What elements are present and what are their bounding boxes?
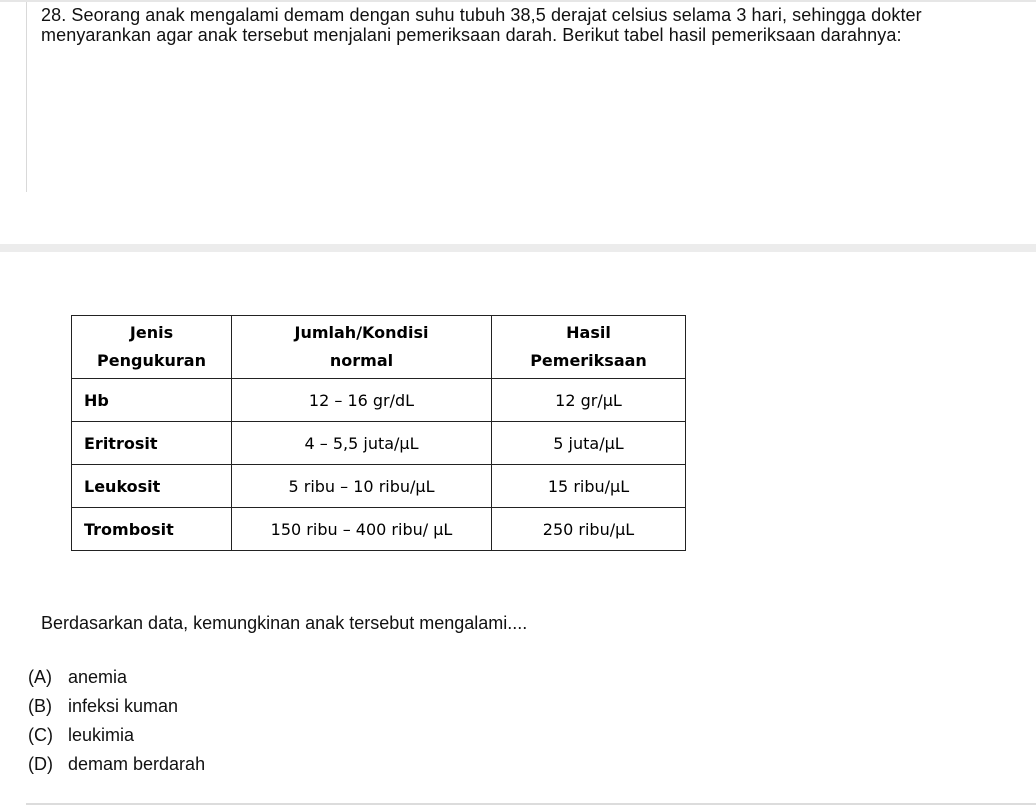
option-letter: (D) — [28, 754, 53, 774]
answer-options — [28, 663, 205, 779]
cell-hasil: 15 ribu/μL — [492, 465, 686, 508]
option-text: anemia — [68, 667, 128, 687]
section-separator — [0, 244, 1036, 252]
option-text: leukimia — [68, 725, 135, 745]
cell-normal: 150 ribu – 400 ribu/ μL — [232, 508, 492, 551]
header-hasil: Hasil Pemeriksaan — [492, 316, 686, 379]
option-letter: (A) — [28, 667, 52, 687]
header-jenis: Jenis Pengukuran — [72, 316, 232, 379]
cell-hasil: 12 gr/μL — [492, 379, 686, 422]
table-row — [72, 422, 686, 465]
option-text: demam berdarah — [68, 754, 206, 774]
cell-jenis: Leukosit — [72, 465, 232, 508]
cell-jenis: Trombosit — [72, 508, 232, 551]
table-header-row — [72, 316, 686, 379]
cell-normal: 5 ribu – 10 ribu/μL — [232, 465, 492, 508]
left-rule — [26, 2, 27, 192]
option-text: infeksi kuman — [68, 696, 179, 716]
cell-normal: 4 – 5,5 juta/μL — [232, 422, 492, 465]
cell-hasil: 5 juta/μL — [492, 422, 686, 465]
option-d[interactable] — [28, 750, 205, 779]
top-border — [0, 0, 1036, 2]
table-row — [72, 465, 686, 508]
table-row — [72, 379, 686, 422]
option-letter: (C) — [28, 725, 53, 745]
cell-jenis: Eritrosit — [72, 422, 232, 465]
cell-normal: 12 – 16 gr/dL — [232, 379, 492, 422]
cell-hasil: 250 ribu/μL — [492, 508, 686, 551]
option-letter: (B) — [28, 696, 52, 716]
header-normal: Jumlah/Kondisi normal — [232, 316, 492, 379]
option-b[interactable] — [28, 692, 205, 721]
blood-test-table — [71, 315, 686, 551]
question-prompt: Berdasarkan data, kemungkinan anak tersebut mengalami.... — [41, 613, 528, 633]
question-text: 28. Seorang anak mengalami demam dengan suhu tubuh 38,5 derajat celsius selama 3 hari, sehingga dokter menyarankan agar anak tersebut menjalani pemeriksaan darah. Berikut tabel hasil pemeriksaan darahnya: — [41, 5, 922, 45]
cell-jenis: Hb — [72, 379, 232, 422]
table-row — [72, 508, 686, 551]
option-a[interactable] — [28, 663, 205, 692]
bottom-border — [26, 803, 1036, 805]
blood-test-table-container — [71, 315, 686, 551]
option-c[interactable] — [28, 721, 205, 750]
